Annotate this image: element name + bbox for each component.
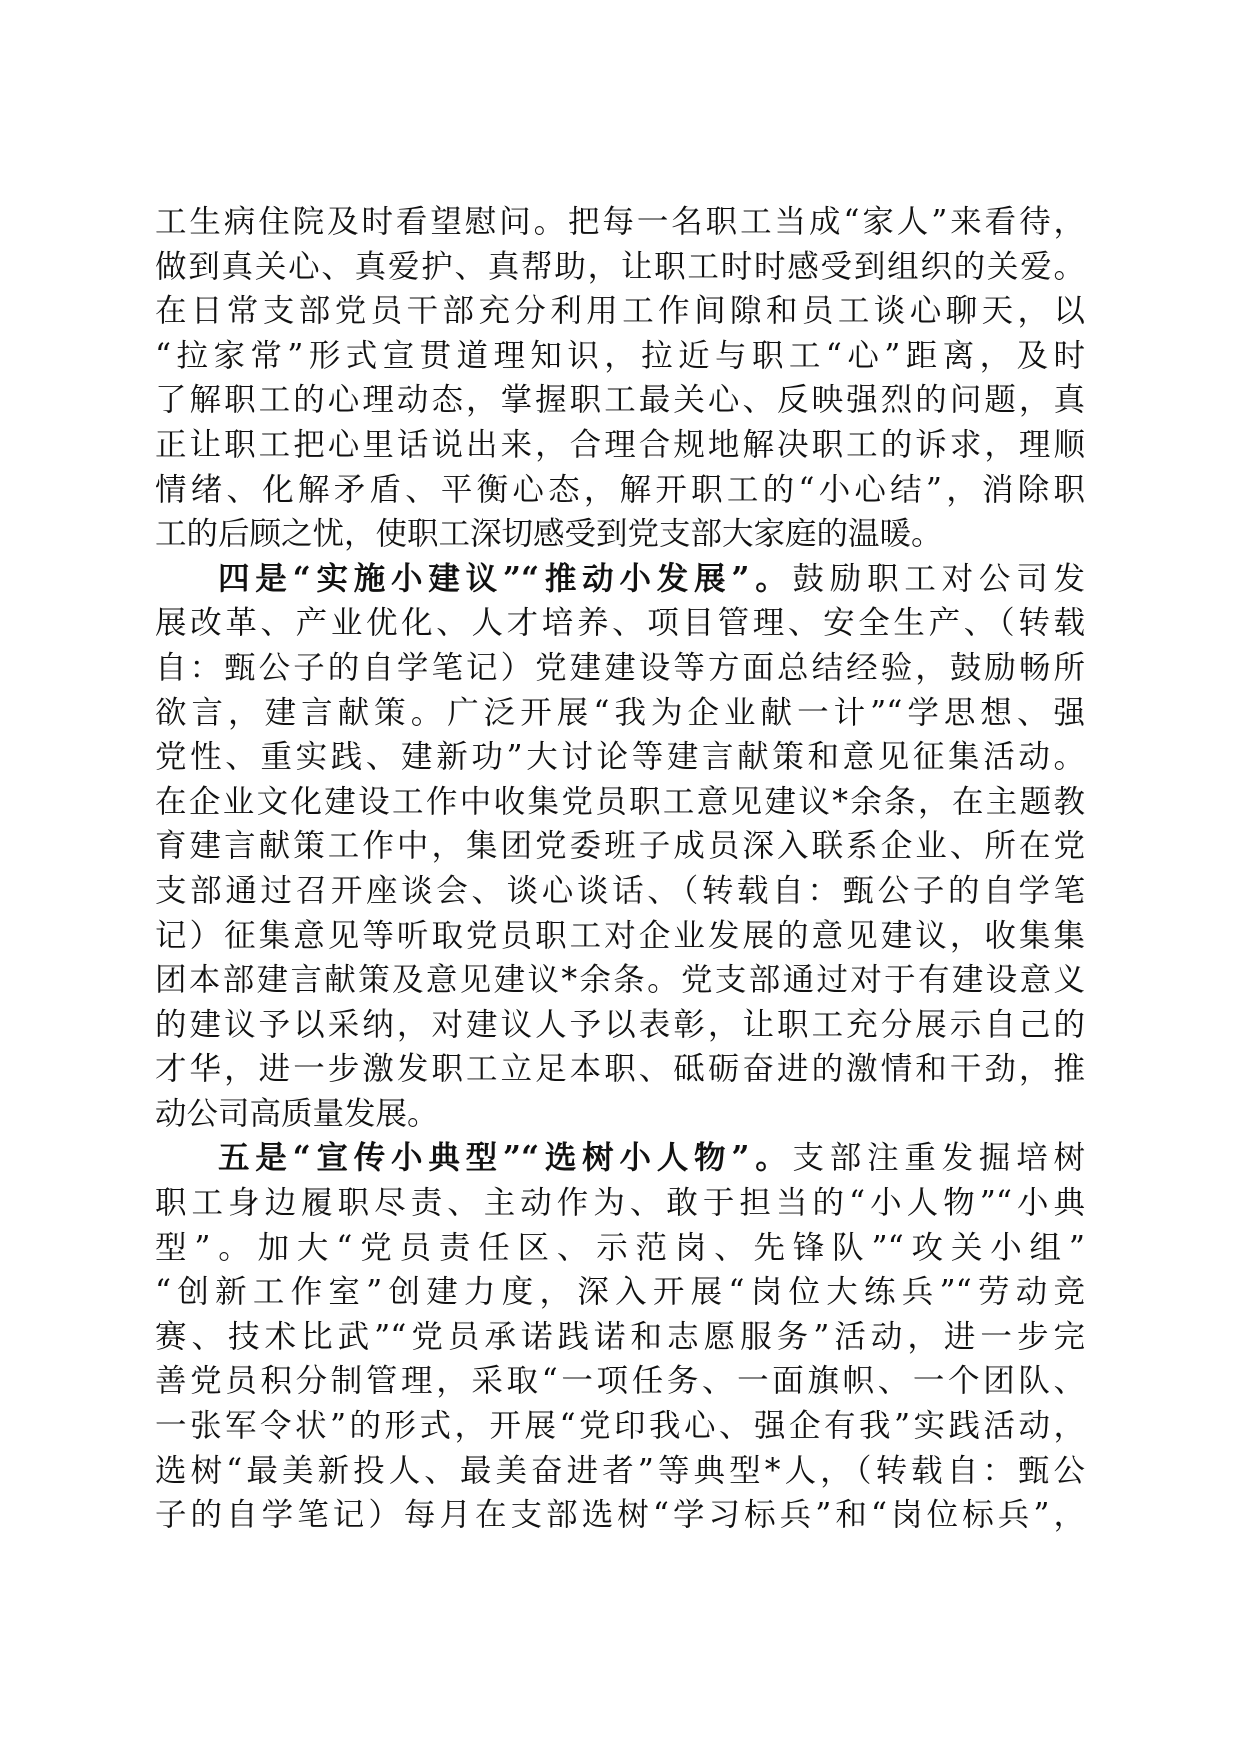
text-line: 记）征集意见等听取党员职工对企业发展的意见建议，收集集	[155, 917, 1085, 954]
text-line: 选树“最美新投人、最美奋进者”等典型*人，（转载自：甄公	[155, 1452, 1085, 1489]
text-line: 在日常支部党员干部充分利用工作间隙和员工谈心聊天，以	[155, 293, 1085, 330]
text-line: 欲言，建言献策。广泛开展“我为企业献一计”“学思想、强	[155, 694, 1085, 731]
text-line: 才华，进一步激发职工立足本职、砥砺奋进的激情和干劲，推	[155, 1051, 1085, 1088]
text-line: 党性、重实践、建新功”大讨论等建言献策和意见征集活动。	[155, 739, 1085, 776]
text-line: 在企业文化建设工作中收集党员职工意见建议*余条，在主题教	[155, 783, 1085, 820]
text-line: 子的自学笔记）每月在支部选树“学习标兵”和“岗位标兵”，	[155, 1497, 1085, 1534]
paragraph-first-line	[155, 1136, 1085, 1181]
text-line: 自：甄公子的自学笔记）党建建设等方面总结经验，鼓励畅所	[155, 649, 1085, 686]
text-line: 工的后顾之忧，使职工深切感受到党支部大家庭的温暖。	[155, 516, 943, 553]
text-line: 团本部建言献策及意见建议*余条。党支部通过对于有建设意义	[155, 962, 1085, 999]
paragraph-2	[155, 557, 1085, 1137]
text-line: 型”。加大“党员责任区、示范岗、先锋队”“攻关小组”	[155, 1229, 1085, 1266]
text-line: “拉家常”形式宣贯道理知识，拉近与职工“心”距离，及时	[155, 337, 1085, 374]
text-line: 正让职工把心里话说出来，合理合规地解决职工的诉求，理顺	[155, 426, 1085, 463]
text-line: 赛、技术比武”“党员承诺践诺和志愿服务”活动，进一步完	[155, 1318, 1085, 1355]
text-run: 支部注重发掘培树	[792, 1140, 1085, 1177]
text-line: 做到真关心、真爱护、真帮助，让职工时时感受到组织的关爱。	[155, 248, 1085, 285]
text-line: 职工身边履职尽责、主动作为、敢于担当的“小人物”“小典	[155, 1185, 1085, 1222]
text-line: 善党员积分制管理，采取“一项任务、一面旗帜、一个团队、	[155, 1363, 1085, 1400]
paragraph-first-line	[155, 557, 1085, 602]
text-line: 工生病住院及时看望慰问。把每一名职工当成“家人”来看待，	[155, 204, 1085, 240]
text-line: 动公司高质量发展。	[155, 1095, 439, 1132]
text-line: 的建议予以采纳，对建议人予以表彰，让职工充分展示自己的	[155, 1006, 1085, 1043]
text-line: 展改革、产业优化、人才培养、项目管理、安全生产、（转载	[155, 605, 1085, 642]
text-line: 情绪、化解矛盾、平衡心态，解开职工的“小心结”，消除职	[155, 471, 1085, 508]
text-line: 育建言献策工作中，集团党委班子成员深入联系企业、所在党	[155, 828, 1085, 865]
section-heading: 四是“实施小建议”“推动小发展”。	[218, 559, 793, 597]
text-line: 了解职工的心理动态，掌握职工最关心、反映强烈的问题，真	[155, 382, 1085, 419]
text-line: 支部通过召开座谈会、谈心谈话、（转载自：甄公子的自学笔	[155, 872, 1085, 909]
text-line: “创新工作室”创建力度，深入开展“岗位大练兵”“劳动竞	[155, 1274, 1085, 1311]
document-body	[155, 200, 1085, 1538]
paragraph-1	[155, 200, 1085, 557]
paragraph-3	[155, 1136, 1085, 1537]
text-line: 一张军令状”的形式，开展“党印我心、强企有我”实践活动，	[155, 1408, 1085, 1445]
section-heading: 五是“宣传小典型”“选树小人物”。	[218, 1139, 793, 1177]
text-run: 鼓励职工对公司发	[792, 560, 1085, 597]
